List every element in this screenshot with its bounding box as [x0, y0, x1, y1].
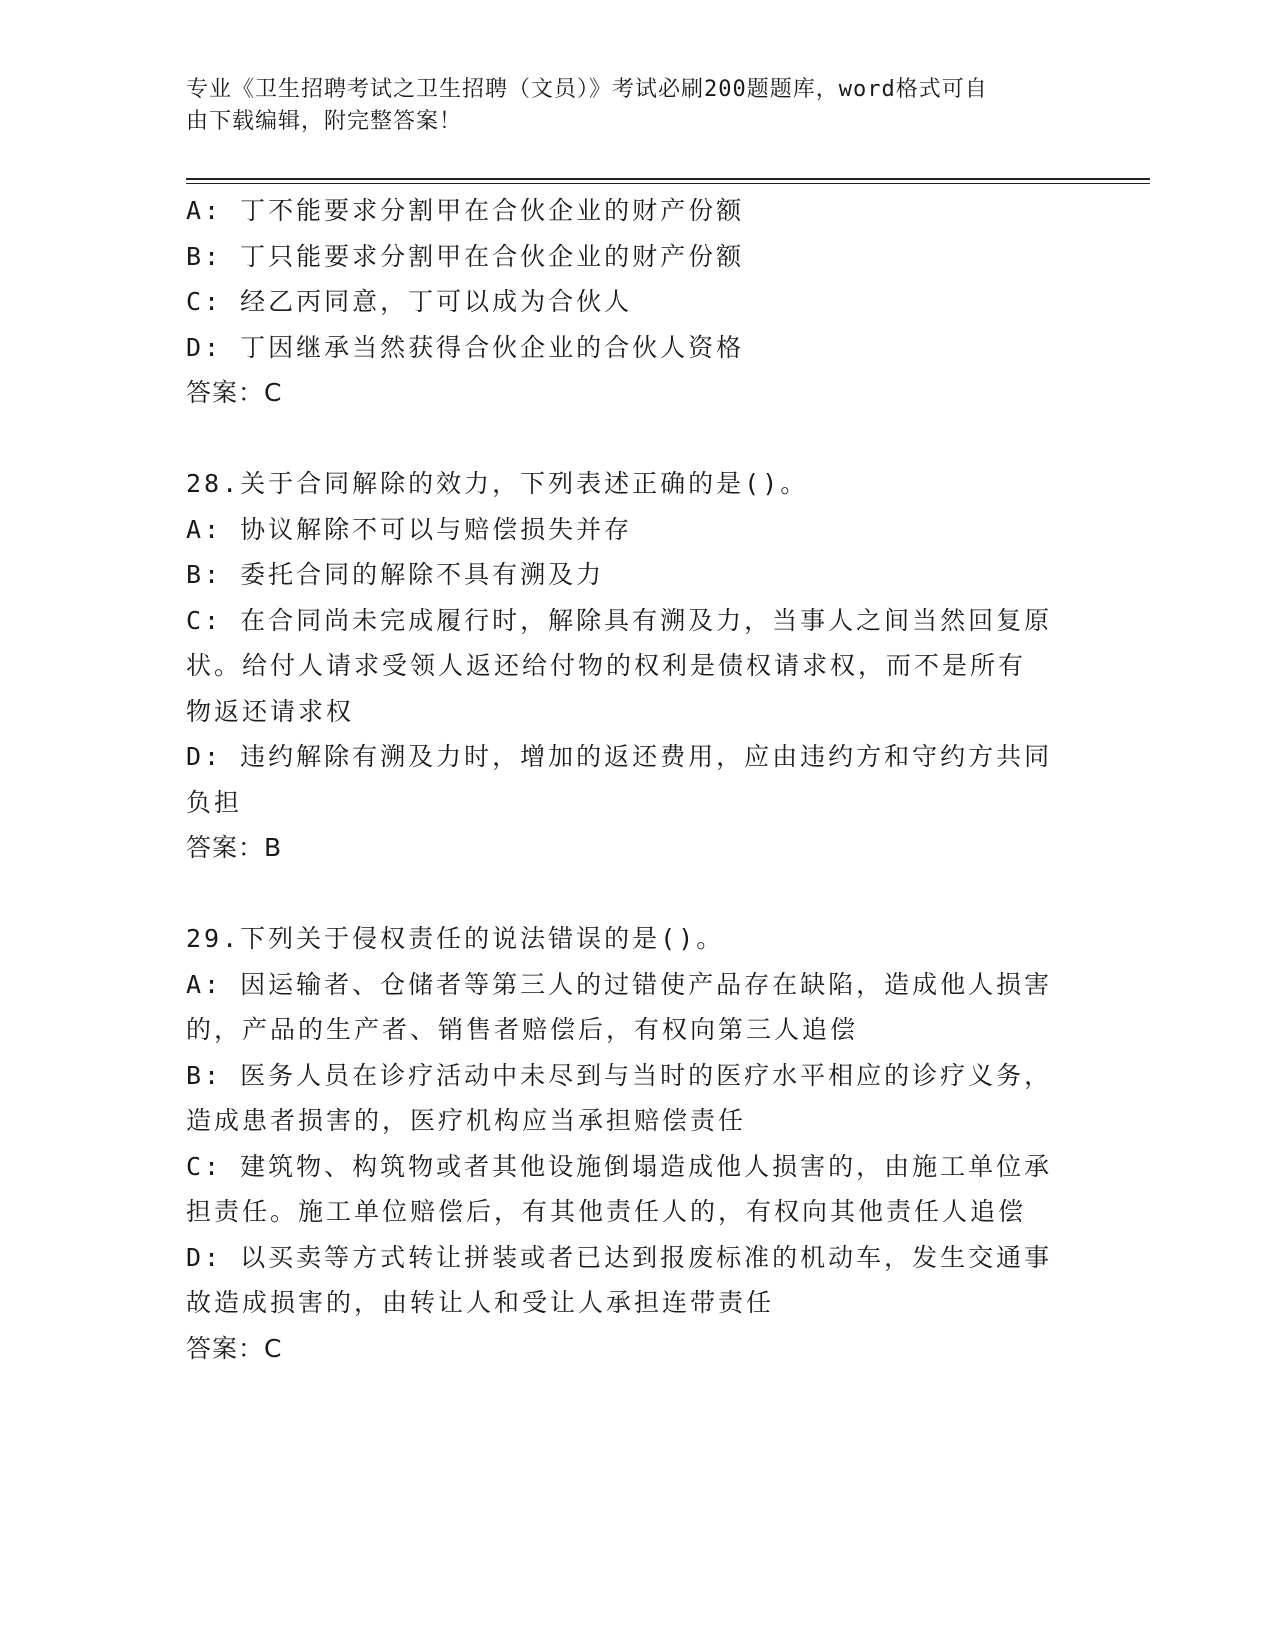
q28-option-b: B: 委托合同的解除不具有溯及力 — [186, 560, 605, 589]
q29-option-d-line-2: 故造成损害的，由转让人和受让人承担连带责任 — [186, 1288, 775, 1317]
q28-answer: 答案：B — [186, 833, 283, 862]
q27-option-c: C: 经乙丙同意，丁可以成为合伙人 — [186, 287, 633, 316]
q29-option-c-line-1: C: 建筑物、构筑物或者其他设施倒塌造成他人损害的，由施工单位承 — [186, 1151, 1053, 1181]
q29-answer: 答案：C — [186, 1333, 283, 1363]
question-28-block — [186, 461, 1076, 871]
q27-answer: 答案：C — [186, 378, 283, 407]
q29-question: 29.下列关于侵权责任的说法错误的是()。 — [186, 924, 725, 953]
q27-option-b: B: 丁只能要求分割甲在合伙企业的财产份额 — [186, 241, 745, 271]
q28-option-c-line-3: 物返还请求权 — [186, 696, 355, 726]
q29-option-a-line-2: 的，产品的生产者、销售者赔偿后，有权向第三人追偿 — [186, 1015, 859, 1044]
spacer — [186, 871, 1076, 917]
q28-option-c-line-1: C: 在合同尚未完成履行时，解除具有溯及力，当事人之间当然回复原 — [186, 605, 1053, 635]
q28-question: 28.关于合同解除的效力，下列表述正确的是()。 — [186, 469, 809, 498]
header-line-1: 专业《卫生招聘考试之卫生招聘（文员）》考试必刷200题题库，word格式可自 — [186, 77, 988, 102]
header-divider-thick — [186, 178, 1150, 180]
spacer — [186, 416, 1076, 462]
header-line-2: 由下载编辑，附完整答案！ — [186, 109, 463, 134]
q28-option-c-line-2: 状。给付人请求受领人返还给付物的权利是债权请求权，而不是所有 — [186, 651, 1027, 680]
q28-option-a: A: 协议解除不可以与赔偿损失并存 — [186, 514, 633, 544]
q28-option-d-line-2: 负担 — [186, 787, 243, 817]
q29-option-a-line-1: A: 因运输者、仓储者等第三人的过错使产品存在缺陷，造成他人损害 — [186, 969, 1053, 999]
question-29-block — [186, 916, 1076, 1371]
q27-option-a: A: 丁不能要求分割甲在合伙企业的财产份额 — [186, 196, 745, 225]
header-divider-thin — [186, 183, 1150, 184]
document-body — [186, 188, 1076, 1371]
q29-option-c-line-2: 担责任。施工单位赔偿后，有其他责任人的，有权向其他责任人追偿 — [186, 1197, 1027, 1226]
q29-option-b-line-2: 造成患者损害的，医疗机构应当承担赔偿责任 — [186, 1106, 747, 1135]
q29-option-d-line-1: D: 以买卖等方式转让拼装或者已达到报废标准的机动车，发生交通事 — [186, 1242, 1053, 1272]
document-header — [186, 74, 1066, 138]
q28-option-d-line-1: D: 违约解除有溯及力时，增加的返还费用，应由违约方和守约方共同 — [186, 742, 1053, 771]
q29-option-b-line-1: B: 医务人员在诊疗活动中未尽到与当时的医疗水平相应的诊疗义务， — [186, 1060, 1053, 1090]
question-27-block — [186, 188, 1076, 416]
q27-option-d: D: 丁因继承当然获得合伙企业的合伙人资格 — [186, 332, 745, 362]
